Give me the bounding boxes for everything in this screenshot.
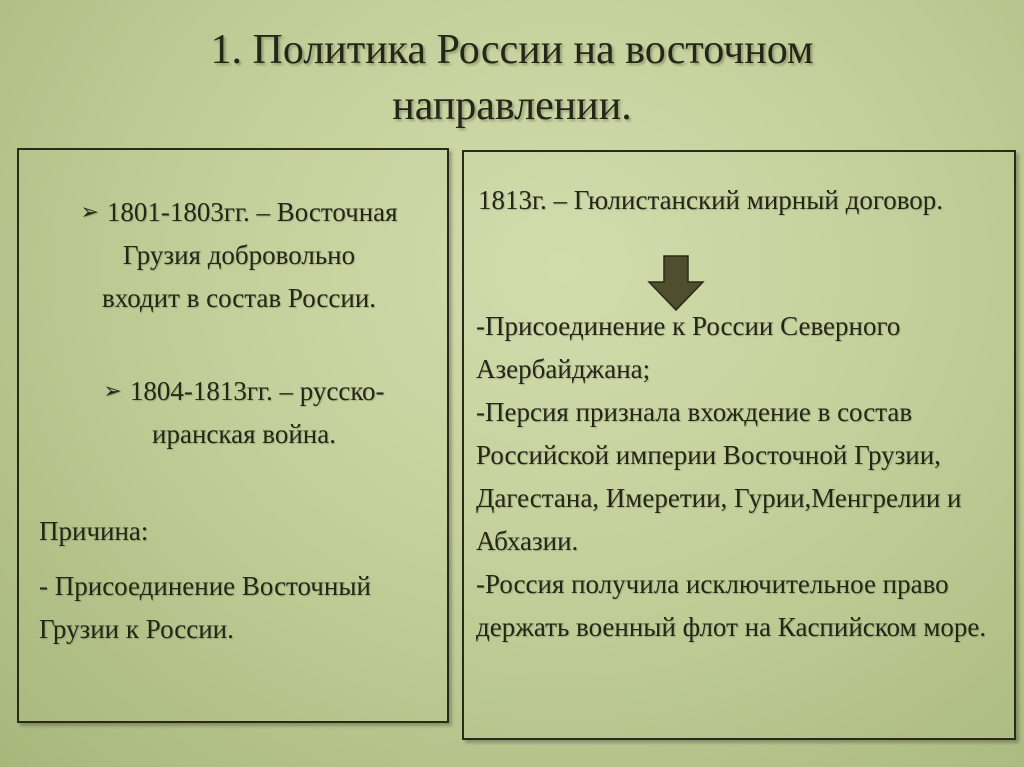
bullet-text: Грузия добровольно [122, 240, 356, 270]
list-item: -Присоединение к России Северного Азербайджана; [476, 311, 901, 384]
right-panel [462, 150, 1016, 740]
cause-text: - Присоединение Восточный Грузии к России. [39, 571, 371, 644]
down-arrow-icon [647, 254, 705, 312]
treaty-results-list [476, 305, 1006, 649]
bullet-text: входит в состав России. [101, 283, 377, 313]
title-line-1: 1. Политика России на восточном [210, 27, 814, 73]
title-line-2: направлении. [392, 83, 632, 129]
cause-block [39, 510, 439, 651]
left-panel [17, 148, 449, 723]
bullet-item-annexation [34, 190, 444, 320]
bullet-text: 1801-1803гг. – Восточная [106, 197, 398, 227]
arrow-bullet-icon: ➢ [103, 378, 122, 403]
bullet-line [49, 369, 439, 413]
bullet-item-war [49, 369, 439, 456]
cause-heading: Причина: [39, 516, 149, 546]
list-item: -Россия получила исключительное право держать военный флот на Каспийском море. [476, 569, 987, 642]
bullet-text: 1804-1813гг. – русско- [129, 376, 385, 406]
treaty-text: 1813г. – Гюлистанский мирный договор. [478, 185, 944, 215]
bullet-text: иранская война. [152, 419, 336, 449]
slide-title [0, 22, 1024, 134]
list-item: -Персия признала вхождение в состав Российской империи Восточной Грузии, Дагестана, Имеретии, Гурии,Менгрелии и Абхазии. [476, 397, 962, 556]
bullet-line [34, 190, 444, 234]
arrow-bullet-icon: ➢ [80, 199, 99, 224]
